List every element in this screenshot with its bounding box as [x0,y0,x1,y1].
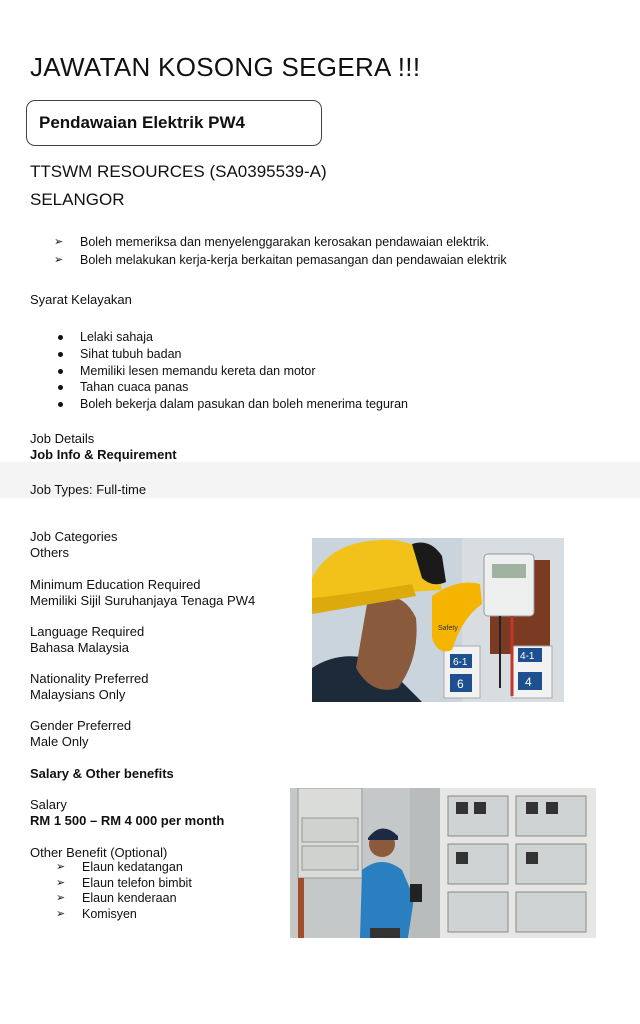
bullet-icon [58,402,63,407]
breaker-switch [474,802,486,814]
benefit-item: ➢ Elaun telefon bimbit [56,875,192,890]
arrow-icon: ➢ [56,876,66,889]
language-value: Bahasa Malaysia [30,640,129,655]
worker-trousers [370,928,400,938]
breaker-switch [546,802,558,814]
glove-label: Safety [438,625,458,632]
meter-tag-label: 6-1 [453,657,468,668]
requirement-item: Boleh bekerja dalam pasukan dan boleh menerima teguran [56,396,408,413]
cabinet-door [410,788,440,938]
language-label: Language Required [30,624,145,639]
distribution-box-panel [302,846,358,870]
requirement-item: Tahan cuaca panas [56,379,408,396]
electric-meter [484,554,534,616]
meter-tag-label: 6 [457,677,464,691]
duty-item: ➢ Boleh melakukan kerja-kerja berkaitan pemasangan dan pendawaian elektrik [54,253,507,267]
education-label: Minimum Education Required [30,577,201,592]
salary-value: RM 1 500 – RM 4 000 per month [30,813,225,828]
breaker-switch [456,802,468,814]
nationality-label: Nationality Preferred [30,671,149,686]
gender-value: Male Only [30,734,89,749]
bullet-icon [58,335,63,340]
requirements-label: Syarat Kelayakan [30,292,132,307]
page-title: JAWATAN KOSONG SEGERA !!! [30,52,421,82]
meter-panel [448,892,508,932]
bullet-icon [58,369,63,374]
job-location: SELANGOR [30,190,125,209]
meter-display [492,564,526,578]
salary-heading: Salary & Other benefits [30,766,174,781]
job-title-box [26,100,322,146]
salary-label: Salary [30,797,67,812]
categories-label: Job Categories [30,529,118,544]
arrow-icon: ➢ [56,892,66,905]
conduit-pipe [298,878,304,938]
requirements-list [56,329,408,413]
bullet-icon [58,352,63,357]
arrow-icon: ➢ [56,861,66,873]
job-title: Pendawaian Elektrik PW4 [39,113,245,132]
meter-panel [516,892,586,932]
multimeter [410,884,422,902]
duty-item: ➢ Boleh memeriksa dan menyelenggarakan kerosakan pendawaian elektrik. [54,235,490,249]
breaker-switch [456,852,468,864]
electrician-meter-photo [312,538,564,702]
arrow-icon: ➢ [54,236,64,248]
benefit-item: ➢ Komisyen [56,906,137,921]
gender-label: Gender Preferred [30,718,132,733]
distribution-box-panel [302,818,358,842]
benefit-label: Other Benefit (Optional) [30,845,168,860]
duties-list [54,233,507,269]
categories-value: Others [30,545,70,560]
arrow-icon: ➢ [56,907,66,920]
requirement-item: Memiliki lesen memandu kereta dan motor [56,363,408,380]
education-value: Memiliki Sijil Suruhanjaya Tenaga PW4 [30,593,256,608]
company-name: TTSWM RESOURCES (SA0395539-A) [30,162,327,181]
nationality-value: Malaysians Only [30,687,126,702]
benefit-item: ➢ Elaun kenderaan [56,891,177,906]
bullet-icon [58,385,63,390]
benefit-item: ➢ Elaun kedatangan [56,860,183,874]
requirement-item: Sihat tubuh badan [56,346,408,363]
job-types: Job Types: Full-time [30,482,147,497]
job-details-label: Job Details [30,431,95,446]
breaker-switch [526,852,538,864]
meter-tag-label: 4-1 [520,651,535,662]
requirement-item: Lelaki sahaja [56,329,408,346]
benefits-list [56,860,192,922]
breaker-switch [526,802,538,814]
meter-tag-label: 4 [525,675,532,689]
electrician-switchboard-photo [290,788,596,938]
job-info-heading: Job Info & Requirement [30,447,177,462]
arrow-icon: ➢ [54,254,64,266]
